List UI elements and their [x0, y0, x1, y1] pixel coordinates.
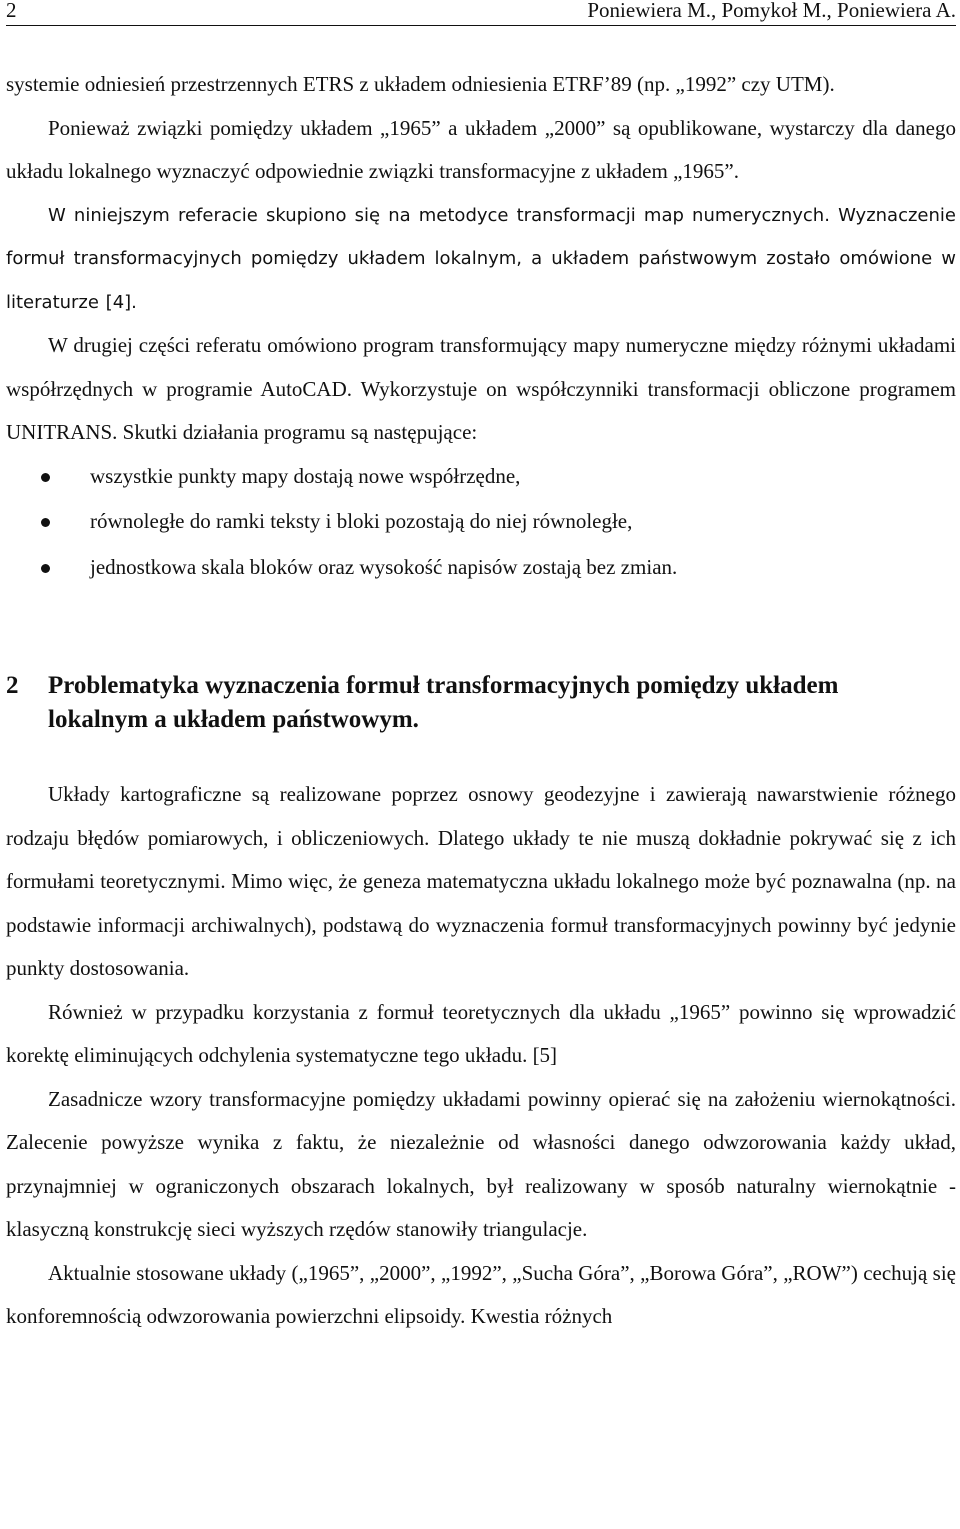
- document-page: [6, 0, 956, 1339]
- header-authors: Poniewiera M., Pomykoł M., Poniewiera A.: [587, 0, 956, 22]
- body-text: [6, 63, 956, 1339]
- section-heading: [6, 669, 956, 737]
- list-item-text: jednostkowa skala bloków oraz wysokość napisów zostają bez zmian.: [90, 554, 678, 579]
- bullet-icon: [41, 473, 50, 482]
- paragraph-current-systems: Aktualnie stosowane układy („1965”, „2000”, „1992”, „Sucha Góra”, „Borowa Góra”, „ROW”) cechują się konforemnością odwzorowania powierzchni elipsoidy. Kwestia różnych: [6, 1260, 956, 1328]
- list-item-text: wszystkie punkty mapy dostają nowe współrzędne,: [90, 463, 521, 488]
- page-number: 2: [6, 0, 17, 22]
- paragraph-methodology: W niniejszym referacie skupiono się na metodyce transformacji map numerycznych. Wyznaczenie formuł transformacyjnych pomiędzy układem lokalnym, a układem państwowym zostało omówione w literaturze [4].: [6, 204, 956, 313]
- section-title: Problematyka wyznaczenia formuł transformacyjnych pomiędzy układem lokalnym a układem państwowym.: [48, 672, 839, 733]
- paragraph-relations: Ponieważ związki pomiędzy układem „1965” a układem „2000” są opublikowane, wystarczy dla danego układu lokalnego wyznaczyć odpowiednie związki transformacyjne z układem „1965”.: [6, 115, 956, 183]
- bullet-icon: [41, 564, 50, 573]
- bullet-icon: [41, 518, 50, 527]
- section-number: 2: [6, 672, 19, 699]
- running-header: [6, 0, 956, 26]
- paragraph-1965-correction: Również w przypadku korzystania z formuł teoretycznych dla układu „1965” powinno się wprowadzić korektę eliminujących odchylenia systematyczne tego układu. [5]: [6, 999, 956, 1067]
- list-item-text: równoległe do ramki teksty i bloki pozostają do niej równoległe,: [90, 509, 633, 533]
- effects-list: [6, 455, 956, 592]
- list-item: [6, 500, 956, 546]
- paragraph-cartographic-systems: Układy kartograficzne są realizowane poprzez osnowy geodezyjne i zawierają nawarstwienie różnego rodzaju błędów pomiarowych, i obliczeniowych. Dlatego układy te nie muszą dokładnie pokrywać się z ich formułami teoretycznymi. Mimo więc, że geneza matematyczna układu lokalnego może być poznawalna (np. na podstawie informacji archiwalnych), podstawą do wyznaczenia formuł transformacyjnych powinny być jedynie punkty dostosowania.: [6, 782, 956, 980]
- paragraph-autocad-program: W drugiej części referatu omówiono program transformujący mapy numeryczne między różnymi układami współrzędnych w programie AutoCAD. Wykorzystuje on współczynniki transformacji obliczone programem UNITRANS. Skutki działania programu są następujące:: [6, 333, 956, 444]
- paragraph-conformality: Zasadnicze wzory transformacyjne pomiędzy układami powinny opierać się na założeniu wiernokątności. Zalecenie powyższe wynika z faktu, że niezależnie od własności danego odwzorowania każdy układ, przynajmniej w ograniczonych obszarach lokalnych, był realizowany w sposób naturalny wiernokątnie - klasyczną konstrukcję sieci wyższych rzędów stanowiły triangulacje.: [6, 1086, 956, 1241]
- list-item: [6, 546, 956, 592]
- paragraph-etrs: systemie odniesień przestrzennych ETRS z układem odniesienia ETRF’89 (np. „1992” czy UTM).: [6, 72, 835, 96]
- list-item: [6, 455, 956, 501]
